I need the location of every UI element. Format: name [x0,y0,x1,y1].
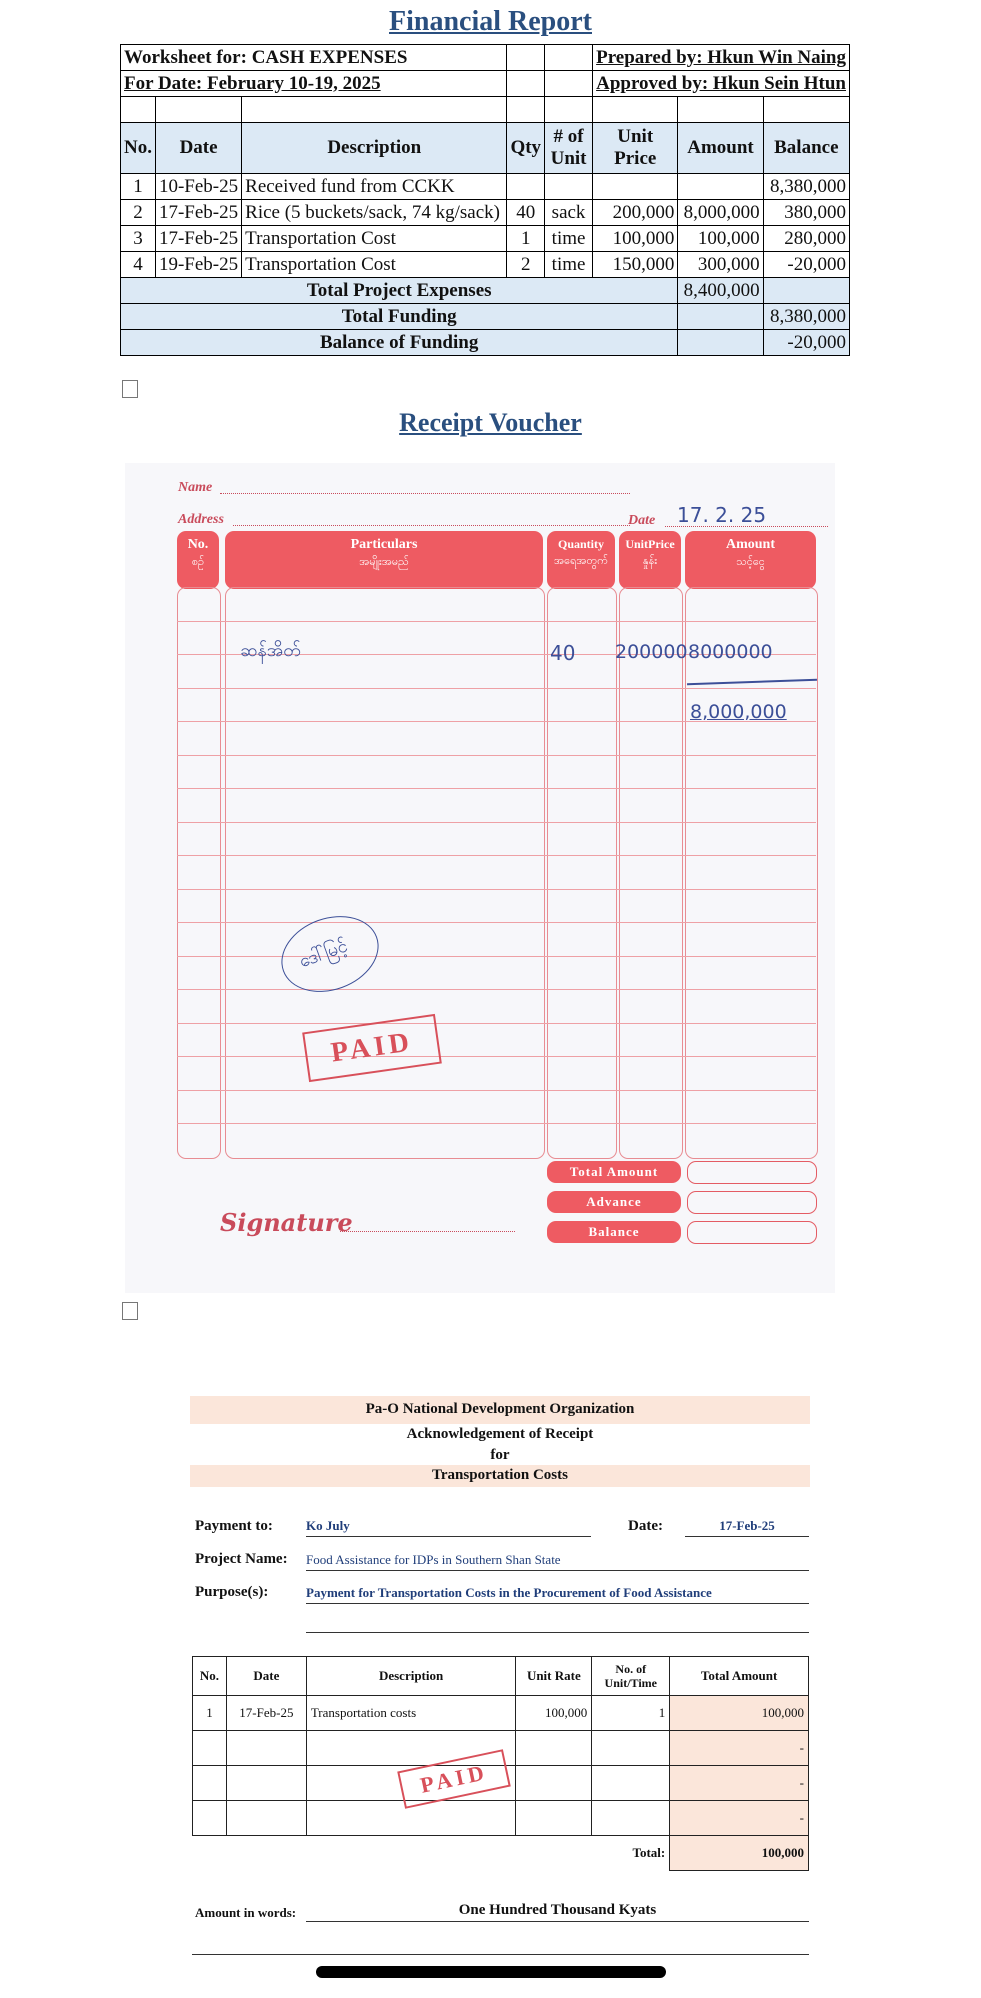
voucher-rule-line [177,1056,816,1057]
paid-stamp: PAID [397,1749,511,1809]
payment-to-value: Ko July [306,1518,591,1537]
voucher-rule-line [177,855,816,856]
item-amount: 8000000 [688,641,773,663]
col-header: # of Unit [545,123,593,174]
col-quantity-body [547,587,617,1159]
balance-label: Balance of Funding [121,330,678,356]
balance-value: -20,000 [763,330,849,356]
col-header: Description [306,1657,516,1696]
circled-note: ဒေါ်မြင့် [271,903,390,1005]
row-unit: time [545,252,593,278]
row-amount: 8,000,000 [678,200,763,226]
voucher-rule-line [177,688,816,689]
row-date: 17-Feb-25 [155,226,241,252]
row-qty: 1 [507,226,545,252]
date-label: Date [628,513,656,528]
home-indicator[interactable] [316,1966,666,1978]
col-header: No. [193,1657,227,1696]
total-funding-label: Total Funding [121,304,678,330]
row-qty: 2 [507,252,545,278]
col-header: Unit Rate [516,1657,592,1696]
balance-row [121,330,850,356]
approved-by: Approved by: Hkun Sein Htun [593,71,850,97]
table-row [121,252,850,278]
signature-line [340,1231,515,1232]
col-quantity-header: Quantity အရေအတွက် [547,531,615,589]
voucher-rule-line [177,1090,816,1091]
row-unit-price [593,174,678,200]
row-date: 17-Feb-25 [226,1696,306,1731]
table-header-row [121,123,850,174]
purpose-value: Payment for Transportation Costs in the Procurement of Food Assistance [306,1585,809,1604]
row-date: 17-Feb-25 [155,200,241,226]
voucher-rule-line [177,956,816,957]
table-row [193,1801,809,1836]
voucher-rule-line [177,889,816,890]
table-row [121,200,850,226]
project-name-value: Food Assistance for IDPs in Southern Shan State [306,1552,809,1571]
row-total-dash: - [670,1801,809,1836]
prepared-by: Prepared by: Hkun Win Naing [593,45,850,71]
worksheet-row [121,45,850,71]
checkbox[interactable] [122,1302,138,1320]
voucher-rule-line [177,755,816,756]
receipt-voucher-image [125,463,835,1293]
voucher-rule-line [177,1123,816,1124]
total-funding-value: 8,380,000 [763,304,849,330]
row-unit-price: 200,000 [593,200,678,226]
row-unit [545,174,593,200]
row-unit: sack [545,200,593,226]
ack-title: Acknowledgement of Receipt [406,1426,594,1442]
voucher-rule-line [177,922,816,923]
date-label: Date: [628,1518,663,1534]
voucher-rule-line [177,1023,816,1024]
financial-report-table [120,44,850,356]
ack-subject: Transportation Costs [432,1467,568,1483]
col-header: Amount [678,123,763,174]
row-no: 4 [121,252,156,278]
total-expenses-label: Total Project Expenses [121,278,678,304]
row-qty [507,174,545,200]
row-description: Transportation Cost [242,252,507,278]
row-total: 100,000 [670,1696,809,1731]
item-quantity: 40 [550,641,576,665]
payment-to-label: Payment to: [195,1518,273,1534]
voucher-rule-line [177,822,816,823]
col-header: Unit Price [593,123,678,174]
date-handwritten: 17. 2. 25 [677,503,767,527]
row-amount [678,174,763,200]
table-row [121,226,850,252]
advance-box [687,1191,817,1214]
row-description: Received fund from CCKK [242,174,507,200]
voucher-rule-line [177,621,816,622]
total-amount-box [687,1161,817,1184]
row-unit-price: 100,000 [593,226,678,252]
total-row [193,1836,809,1871]
signature-label: Signature [220,1208,353,1237]
worksheet-label: Worksheet for: CASH EXPENSES [121,45,507,71]
col-amount-body [685,587,818,1159]
col-particulars-header: Particulars အမျိုးအမည် [225,531,543,589]
col-header: Qty [507,123,545,174]
voucher-rule-line [177,989,816,990]
col-header: No. [121,123,156,174]
total-label: Total: [632,1845,666,1861]
balance-box [687,1221,817,1244]
row-no: 2 [121,200,156,226]
row-units: 1 [592,1696,670,1731]
row-no: 1 [193,1696,227,1731]
row-balance: 8,380,000 [763,174,849,200]
col-no-header: No. စဉ် [177,531,219,589]
total-funding-row [121,304,850,330]
row-date: 19-Feb-25 [155,252,241,278]
voucher-rule-line [177,788,816,789]
row-unit-rate: 100,000 [516,1696,592,1731]
project-name-label: Project Name: [195,1551,288,1567]
col-header: No. of Unit/Time [592,1657,670,1696]
name-line [220,493,630,494]
col-header: Balance [763,123,849,174]
row-amount: 300,000 [678,252,763,278]
table-row [193,1696,809,1731]
purpose-extra-line [306,1632,809,1633]
total-expenses-row [121,278,850,304]
row-date: 10-Feb-25 [155,174,241,200]
col-amount-header: Amount သင့်ငွေ [685,531,816,589]
row-unit-price: 150,000 [593,252,678,278]
spacer-row [121,97,850,123]
purpose-label: Purpose(s): [195,1584,269,1600]
col-header: Description [242,123,507,174]
amount-in-words-label: Amount in words: [195,1905,297,1920]
table-row [121,174,850,200]
checkbox[interactable] [122,380,138,398]
paid-stamp: PAID [302,1014,442,1082]
address-label: Address [178,512,224,527]
row-unit: time [545,226,593,252]
row-balance: 280,000 [763,226,849,252]
col-header: Date [226,1657,306,1696]
name-label: Name [178,480,213,495]
row-total-dash: - [670,1766,809,1801]
total-value: 100,000 [670,1836,809,1871]
row-total-dash: - [670,1731,809,1766]
receipt-voucher-title: Receipt Voucher [399,408,582,437]
ack-header-row [193,1657,809,1696]
row-balance: -20,000 [763,252,849,278]
date-value: 17-Feb-25 [685,1518,809,1537]
for-date-row [121,71,850,97]
item-particular: ဆန်အိတ် [240,640,301,661]
row-amount: 100,000 [678,226,763,252]
item-unit-price: 200000 [615,641,688,663]
total-expenses-value: 8,400,000 [678,278,763,304]
row-qty: 40 [507,200,545,226]
col-no-body [177,587,221,1159]
report-title: Financial Report [389,6,592,37]
row-no: 3 [121,226,156,252]
col-unitprice-header: UnitPrice နှုန်း [619,531,681,589]
amount-in-words-value: One Hundred Thousand Kyats [306,1902,809,1922]
for-date: For Date: February 10-19, 2025 [121,71,507,97]
address-line [233,525,630,526]
row-description: Transportation costs [306,1696,516,1731]
col-header: Date [155,123,241,174]
row-no: 1 [121,174,156,200]
org-name: Pa-O National Development Organization [365,1401,635,1417]
balance-label: Balance [547,1221,681,1243]
ack-for: for [490,1447,510,1463]
col-particulars-body [225,587,545,1159]
bottom-line [192,1954,809,1955]
col-header: Total Amount [670,1657,809,1696]
row-balance: 380,000 [763,200,849,226]
advance-label: Advance [547,1191,681,1213]
row-description: Transportation Cost [242,226,507,252]
item-total-written: 8,000,000 [690,701,787,723]
total-amount-label: Total Amount [547,1161,681,1183]
row-description: Rice (5 buckets/sack, 74 kg/sack) [242,200,507,226]
col-unitprice-body [619,587,683,1159]
